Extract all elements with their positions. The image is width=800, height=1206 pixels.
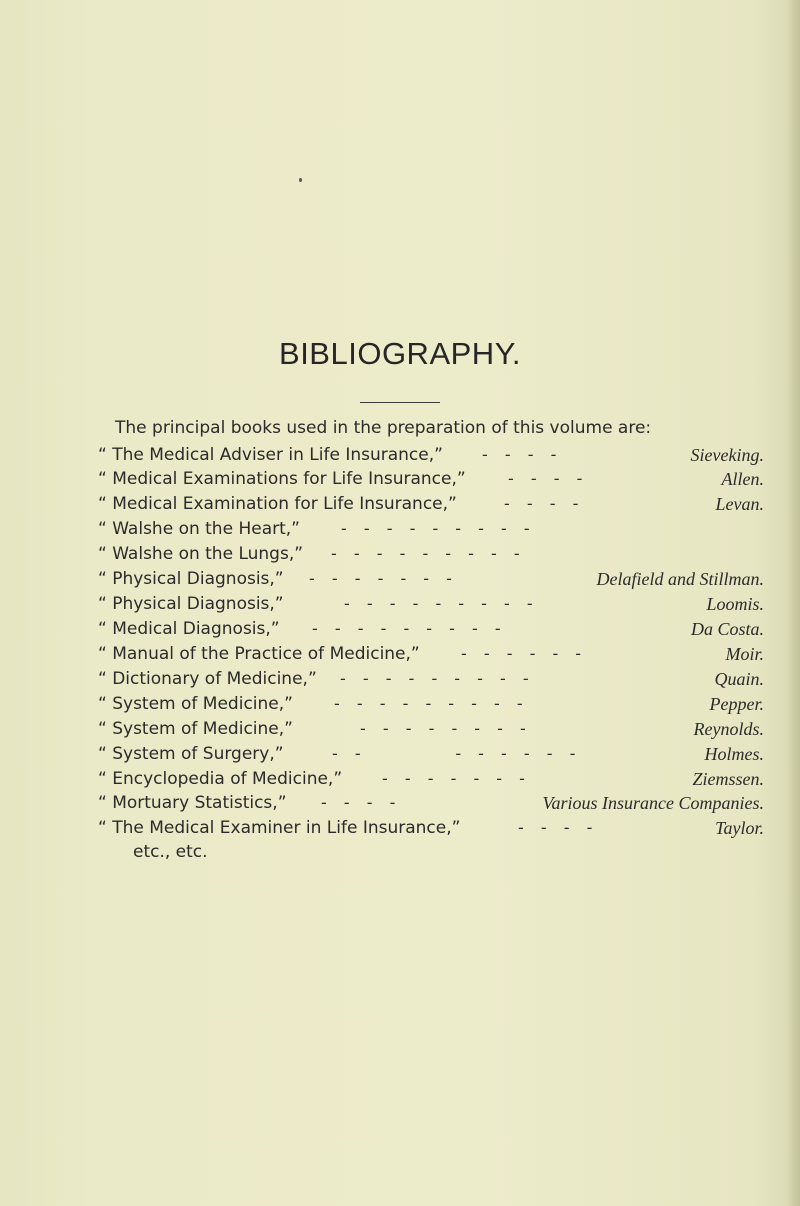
bibliography-entry	[98, 469, 764, 494]
entry-leader: - - - - - -	[461, 644, 588, 663]
entry-author: Moir.	[725, 644, 764, 664]
bibliography-entry	[98, 744, 764, 769]
entry-title: “ System of Surgery,”	[98, 744, 284, 764]
entry-author: Da Costa.	[690, 619, 764, 639]
bibliography-entry	[98, 793, 764, 818]
entry-title: “ Medical Diagnosis,”	[98, 619, 280, 639]
bibliography-entry	[98, 644, 764, 669]
entry-title: “ Manual of the Practice of Medicine,”	[98, 644, 420, 664]
title-rule	[360, 402, 440, 403]
entry-title: “ Encyclopedia of Medicine,”	[98, 769, 343, 789]
entry-leader: - - - - - - - -	[332, 744, 582, 763]
entry-leader: - - - - - - - - -	[334, 694, 529, 713]
entry-author: Sieveking.	[690, 445, 764, 465]
entry-author: Ziemssen.	[692, 769, 764, 789]
bibliography-entry	[98, 818, 764, 843]
entry-author: Levan.	[715, 494, 764, 514]
bibliography-entry	[98, 769, 764, 794]
entry-leader: - - - -	[518, 818, 599, 837]
entry-title: “ Dictionary of Medicine,”	[98, 669, 317, 689]
entry-title: “ Physical Diagnosis,”	[98, 569, 284, 589]
entry-leader: - - - - - - - - -	[340, 669, 535, 688]
entry-leader: - - - -	[482, 445, 563, 464]
ink-speck	[299, 178, 302, 182]
page-title: BIBLIOGRAPHY.	[279, 336, 521, 371]
entry-title: “ Mortuary Statistics,”	[98, 793, 287, 813]
entry-leader: - - - - - - - - -	[341, 519, 536, 538]
entry-leader: - - - -	[321, 793, 402, 812]
entry-author: Loomis.	[706, 594, 764, 614]
bibliography-entry	[98, 594, 764, 619]
page-edge-shadow	[786, 0, 800, 1206]
entry-title: “ System of Medicine,”	[98, 694, 293, 714]
intro-text: The principal books used in the preparation of this volume are:	[115, 418, 652, 438]
entry-title: “ Physical Diagnosis,”	[98, 594, 284, 614]
entry-leader: - - - - - - -	[382, 769, 531, 788]
entry-author: Pepper.	[709, 694, 764, 714]
bibliography-entry	[98, 569, 764, 594]
bibliography-entry	[98, 445, 764, 470]
entry-leader: - - - - - - - - -	[344, 594, 539, 613]
entry-author: Taylor.	[715, 818, 764, 838]
bibliography-entry	[98, 519, 764, 544]
entry-author: Reynolds.	[693, 719, 764, 739]
bibliography-entry	[98, 719, 764, 744]
entry-leader: - - - -	[504, 494, 585, 513]
entry-author: Delafield and Stillman.	[596, 569, 764, 589]
bibliography-entry	[98, 694, 764, 719]
entry-author: Quain.	[714, 669, 764, 689]
entry-title: “ The Medical Examiner in Life Insurance,”	[98, 818, 461, 838]
bibliography-entry	[98, 669, 764, 694]
entry-title: “ Walshe on the Heart,”	[98, 519, 300, 539]
entry-leader: - - - - - - -	[309, 569, 458, 588]
entry-title: “ Walshe on the Lungs,”	[98, 544, 304, 564]
entry-author: Allen.	[721, 469, 764, 489]
entry-leader: - - - - - - - - -	[312, 619, 507, 638]
entry-title: “ System of Medicine,”	[98, 719, 293, 739]
entry-author: Holmes.	[704, 744, 764, 764]
entry-leader: - - - -	[508, 469, 589, 488]
bibliography-entry	[98, 544, 764, 569]
closing-text: etc., etc.	[133, 842, 208, 862]
entry-leader: - - - - - - - - -	[331, 544, 526, 563]
bibliography-entry	[98, 494, 764, 519]
entry-title: “ Medical Examinations for Life Insurance,”	[98, 469, 466, 489]
entry-title: “ The Medical Adviser in Life Insurance,”	[98, 445, 443, 465]
entry-title: “ Medical Examination for Life Insurance,”	[98, 494, 457, 514]
bibliography-entry	[98, 619, 764, 644]
entry-author: Various Insurance Companies.	[542, 793, 764, 813]
entry-leader: - - - - - - - -	[360, 719, 532, 738]
